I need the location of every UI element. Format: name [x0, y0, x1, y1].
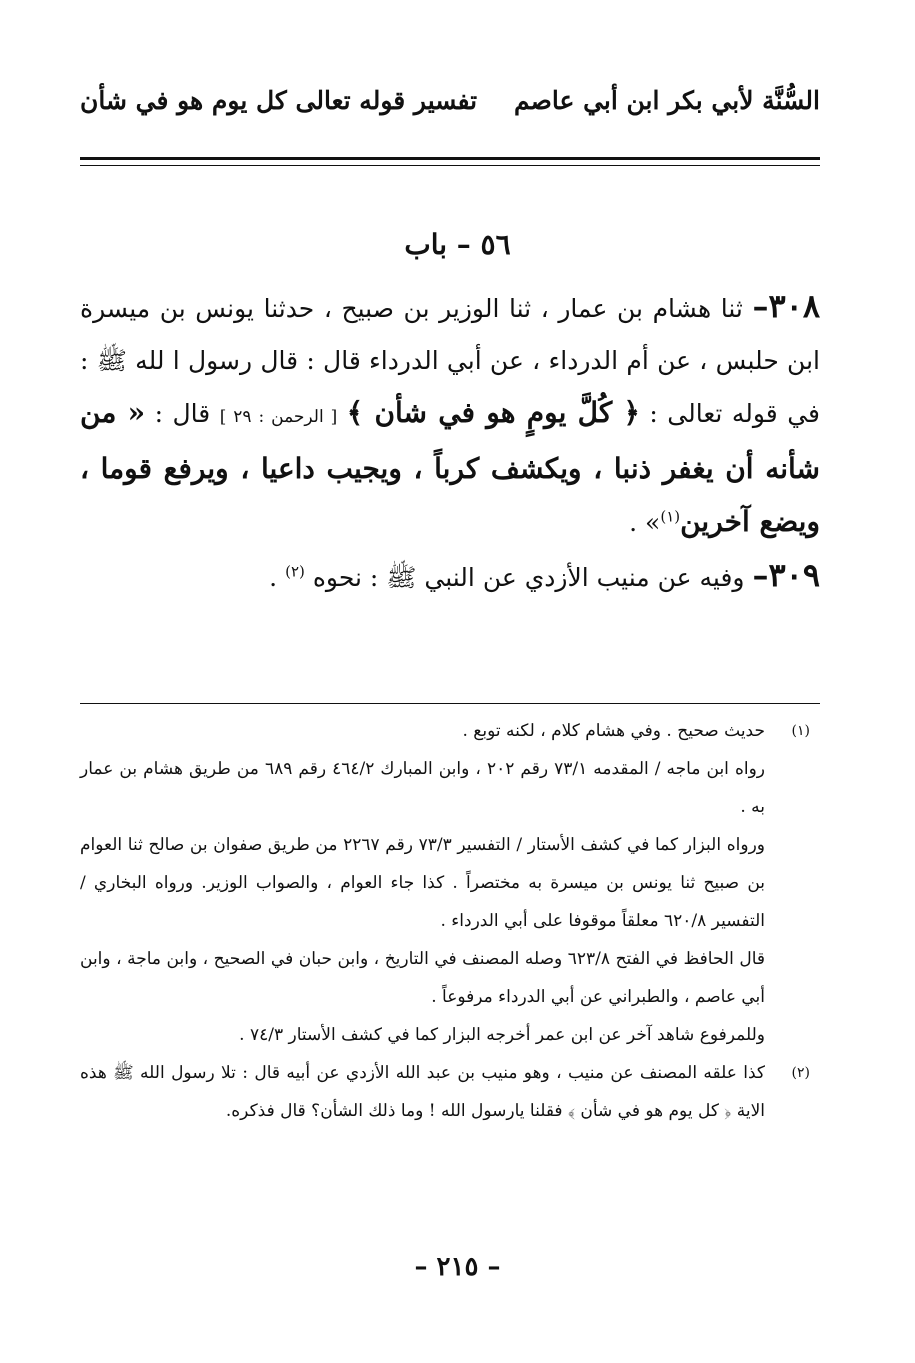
hadith-number: ٣٠٨– — [752, 287, 821, 325]
hadith-308 — [80, 280, 820, 549]
footnote-separator — [80, 703, 820, 704]
footnote-marker: (٢) — [285, 562, 305, 581]
footnote-number: (٢) — [791, 1065, 810, 1081]
hadith-quote: « من شأنه أن يغفر ذنبا ، ويكشف كرباً ، ويجيب داعيا ، ويرفع قوما ، ويضع آخرين — [80, 396, 820, 538]
quran-verse: ﴿ كُلَّ يومٍ هو في شأن ﴾ — [346, 396, 640, 429]
footnotes — [80, 712, 820, 1130]
hadith-text-end: . — [269, 563, 278, 592]
footnote-paragraph: كذا علقه المصنف عن منيب ، وهو منيب بن عبد الله الأزدي عن أبيه قال : تلا رسول الله ﷺ هذه الاية ﴿ كل يوم هو في شأن ﴾ فقلنا يارسول الله ! وما ذلك الشأن؟ قال فذكره. — [80, 1063, 765, 1121]
hadith-text-end: » . — [629, 508, 661, 537]
header-rule-thin — [80, 165, 820, 166]
footnote-paragraph: وللمرفوع شاهد آخر عن ابن عمر أخرجه البزار كما في كشف الأستار ٧٤/٣ . — [239, 1025, 765, 1045]
section-title: تفسير قوله تعالى كل يوم هو في شأن — [80, 85, 478, 115]
hadith-text: ثنا هشام بن عمار ، ثنا الوزير بن صبيح ، حدثنا يونس بن ميسرة ابن حلبس ، عن أم الدرداء ، عن أبي الدرداء قال : قال رسول ا لله ﷺ : في قوله تعالى : — [80, 294, 820, 428]
footnote-number: (١) — [791, 723, 810, 739]
hadith-number: ٣٠٩– — [752, 556, 820, 594]
main-text — [80, 280, 820, 604]
footnote-body — [80, 712, 765, 1054]
running-header — [80, 80, 820, 120]
verse-reference: [ الرحمن : ٢٩ ] — [219, 407, 338, 427]
header-rule-thick — [80, 157, 820, 160]
footnote-paragraph: قال الحافظ في الفتح ٦٢٣/٨ وصله المصنف في التاريخ ، وابن حبان في الصحيح ، وابن ماجة ، وابن أبي عاصم ، والطبراني عن أبي الدرداء مرفوعاً . — [80, 949, 765, 1007]
page-number: – ٢١٥ – — [414, 1252, 501, 1282]
footnote-2 — [80, 1054, 820, 1130]
hadith-text: وفيه عن منيب الأزدي عن النبي ﷺ : نحوه — [312, 563, 745, 592]
footnote-paragraph: حديث صحيح . وفي هشام كلام ، لكنه توبع . — [462, 721, 765, 741]
hadith-309 — [80, 549, 820, 604]
book-title: السُّنَّة لأبي بكر ابن أبي عاصم — [513, 85, 820, 115]
footnote-marker: (١) — [660, 507, 681, 526]
chapter-heading: ٥٦ – باب — [404, 228, 511, 261]
footnote-1 — [80, 712, 820, 1054]
hadith-text: قال : — [154, 399, 211, 428]
footnote-body — [80, 1054, 765, 1130]
footnote-paragraph: رواه ابن ماجه / المقدمه ٧٣/١ رقم ٢٠٢ ، وابن المبارك ٤٦٤/٢ رقم ٦٨٩ من طريق هشام بن عمار به . — [80, 759, 765, 817]
footnote-paragraph: ورواه البزار كما في كشف الأستار / التفسير ٧٣/٣ رقم ٢٢٦٧ من طريق صفوان بن صالح ثنا العوام بن صبيح ثنا يونس بن ميسرة به مختصراً . كذا جاء العوام ، والصواب الوزير. ورواه البخاري / التفسير ٦٢٠/٨ معلقاً موقوفا على أبي الدرداء . — [80, 835, 765, 931]
